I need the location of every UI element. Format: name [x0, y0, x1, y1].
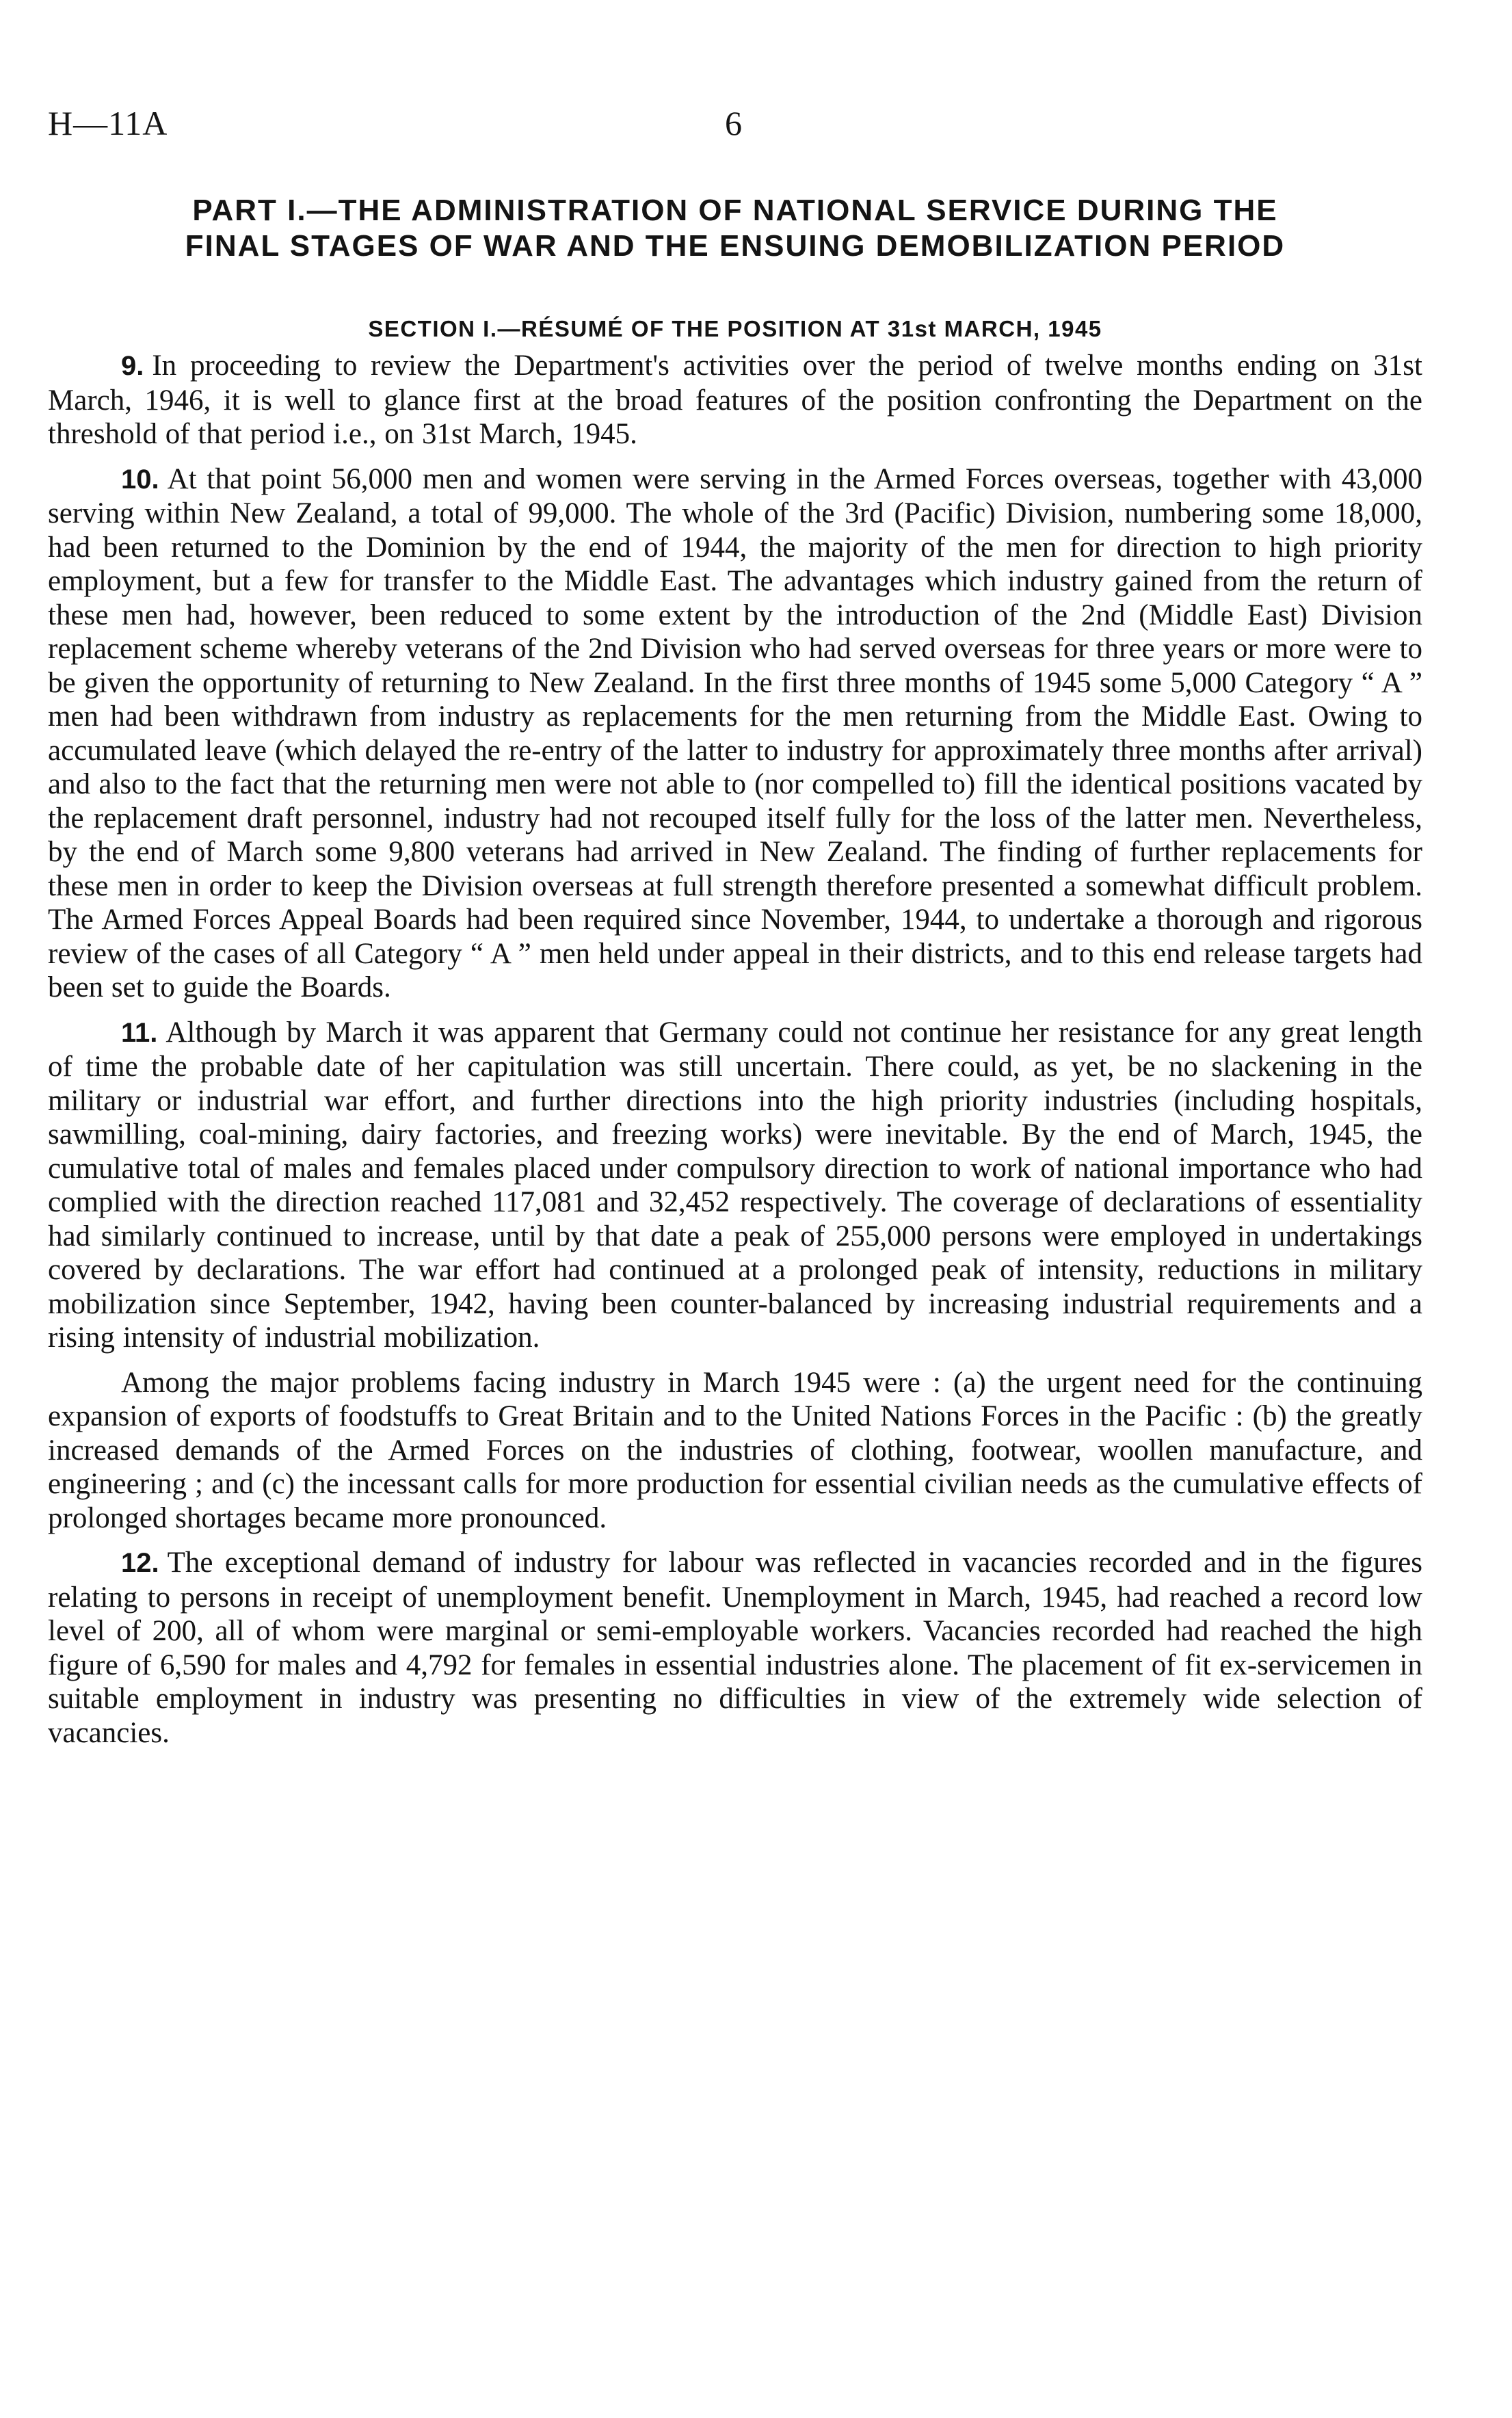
paragraph-number: 12.: [121, 1548, 159, 1578]
running-header: [48, 103, 1422, 157]
paragraph-number: 10.: [121, 464, 159, 495]
page-number: 6: [725, 104, 742, 142]
paragraph-text: The exceptional demand of industry for labour was reflected in vacancies recorded and in the figures relating to persons in receipt of unemployment benefit. Unemployment in March, 1945, had reached a record low level of 200, all of whom were marginal or semi-employable workers. Vacancies recorded had reached the high figure of 6,590 for males and 4,792 for females in essential industries alone. The placement of fit ex-servicemen in suitable employment in industry was presenting no difficulties in view of the extremely wide selection of vacancies.: [48, 1547, 1422, 1749]
part-title: [48, 193, 1422, 264]
paragraph-10: [48, 462, 1422, 1005]
paragraph-11-continued: [48, 1366, 1422, 1536]
paragraph-text: In proceeding to review the Department's activities over the period of twelve months ending on 31st March, 1946, it is well to glance first at the broad features of the position confronting the Department on the threshold of that period i.e., on 31st March, 1945.: [48, 350, 1422, 450]
section-title: SECTION I.—RÉSUMÉ OF THE POSITION AT 31st MARCH, 1945: [368, 316, 1102, 341]
paragraph-12: [48, 1546, 1422, 1750]
paragraph-text: Although by March it was apparent that Germany could not continue her resistance for any great length of time the probable date of her capitulation was still uncertain. There could, as yet, be no slackening in the military or industrial war effort, and further directions into the high priority industries (including hospitals, sawmilling, coal-mining, dairy factories, and freezing works) were inevitable. By the end of March, 1945, the cumulative total of males and females placed under compulsory direction to work of national importance who had complied with the direction reached 117,081 and 32,452 respectively. The coverage of declarations of essentiality had similarly continued to increase, until by that date a peak of 255,000 persons were employed in undertakings covered by declarations. The war effort had continued at a prolonged peak of intensity, reductions in military mobilization since September, 1942, having been counter-balanced by increasing industrial requirements and a rising intensity of industrial mobilization.: [48, 1016, 1422, 1354]
paragraph-9: [48, 349, 1422, 451]
paragraph-text: Among the major problems facing industry in March 1945 were : (a) the urgent need for the continuing expansion of exports of foodstuffs to Great Britain and to the United Nations Forces in the Pacific : (b) the greatly increased demands of the Armed Forces on the industries of clothing, footwear, woollen manufacture, and engineering ; and (c) the incessant calls for more production for essential civilian needs as the cumulative effects of prolonged shortages became more pronounced.: [48, 1366, 1422, 1534]
document-reference: H—11A: [48, 104, 168, 142]
paragraph-11: [48, 1016, 1422, 1355]
document-page: [48, 103, 1422, 1750]
paragraph-number: 11.: [121, 1017, 158, 1048]
part-title-line-1: PART I.—THE ADMINISTRATION OF NATIONAL SERVICE DURING THE: [192, 194, 1278, 227]
paragraph-number: 9.: [121, 351, 144, 381]
paragraph-text: At that point 56,000 men and women were serving in the Armed Forces overseas, together with 43,000 serving within New Zealand, a total of 99,000. The whole of the 3rd (Pacific) Division, numbering some 18,000, had been returned to the Dominion by the end of 1944, the majority of the men for direction to high priority employment, but a few for transfer to the Middle East. The advantages which industry gained from the return of these men had, however, been reduced to some extent by the introduction of the 2nd (Middle East) Division replacement scheme whereby veterans of the 2nd Division who had served overseas for three years or more were to be given the opportunity of returning to New Zealand. In the first three months of 1945 some 5,000 Category “ A ” men had been withdrawn from industry as replacements for the men returning from the Middle East. Owing to accumulated leave (which delayed the re-entry of the latter to industry for approximately three months after arrival) and also to the fact that the returning men were not able to (nor compelled to) fill the identical positions vacated by the replacement draft personnel, industry had not recouped itself fully for the loss of the latter men. Nevertheless, by the end of March some 9,800 veterans had arrived in New Zealand. The finding of further replacements for these men in order to keep the Division overseas at full strength therefore presented a somewhat difficult problem. The Armed Forces Appeal Boards had been required since November, 1944, to undertake a thorough and rigorous review of the cases of all Category “ A ” men held under appeal in their districts, and to this end release targets had been set to guide the Boards.: [48, 462, 1422, 1003]
part-title-line-2: FINAL STAGES OF WAR AND THE ENSUING DEMOBILIZATION PERIOD: [185, 229, 1286, 263]
